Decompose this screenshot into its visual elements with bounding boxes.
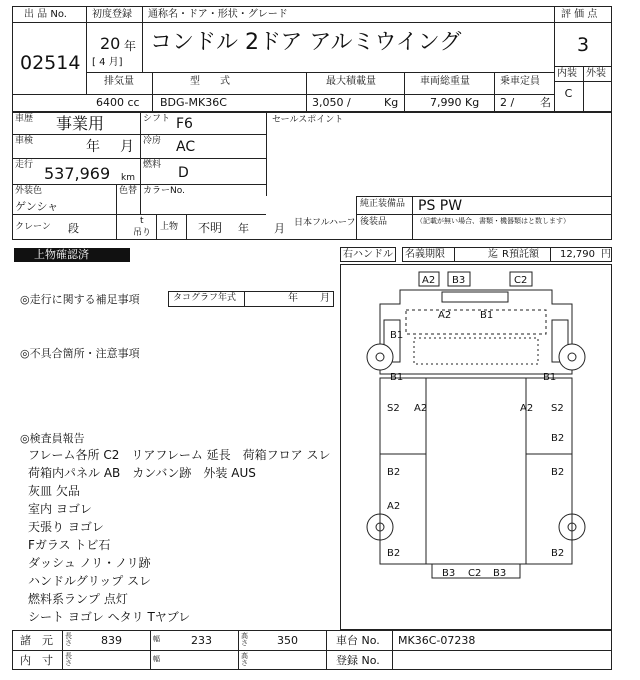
inspection-month: 月: [120, 139, 134, 155]
displacement-value: 6400 cc: [96, 96, 140, 109]
interior-dims-label: 内 寸: [20, 654, 53, 667]
report-line: Fガラス トビ石: [28, 538, 111, 552]
width-label: 幅: [153, 655, 160, 663]
damage-mark: B1: [543, 372, 557, 383]
max-load-label: 最大積載量: [326, 76, 376, 87]
report-line: フレーム各所 C2 リアフレーム 延長 荷箱フロア スレ: [28, 448, 331, 462]
exterior-score-label: 外装: [586, 68, 606, 79]
displacement-label: 排気量: [104, 76, 134, 87]
upper-month: 月: [274, 222, 285, 235]
crane-ton: t: [140, 216, 144, 226]
report-line: 室内 ヨゴレ: [28, 502, 92, 516]
aftermarket-note: （記載が無い場合、書類・機器類はと数します）: [416, 217, 570, 225]
grade-label: 評 価 点: [561, 9, 598, 20]
report-line: ハンドルグリップ スレ: [28, 574, 152, 588]
damage-mark: A2: [414, 403, 428, 414]
fuel-label: 燃料: [143, 160, 162, 170]
reg-no-label: 登録 No.: [336, 654, 380, 667]
equipment-value: PS PW: [418, 198, 463, 214]
damage-mark: A2: [438, 310, 452, 321]
chassis-label: 車台 No.: [336, 634, 380, 647]
reg-month: [ 4 月]: [92, 57, 123, 68]
length-label: 長さ: [65, 652, 72, 667]
report-title: ◎検査員報告: [20, 432, 85, 445]
capacity-label: 乗車定員: [500, 76, 540, 87]
truck-diagram: [340, 264, 612, 630]
sales-point-label: セールスポイント: [272, 115, 344, 125]
supp-title: ◎走行に関する補足事項: [20, 293, 140, 306]
ac-value: AC: [176, 139, 196, 155]
shift-value: F6: [176, 116, 193, 132]
r-label: R預託額: [502, 249, 539, 260]
damage-mark: B3: [493, 568, 507, 579]
report-line: 荷箱内パネル AB カンバン跡 外装 AUS: [28, 466, 256, 480]
length-label: 長さ: [65, 632, 72, 647]
history-value: 事業用: [56, 114, 105, 133]
gvw-label: 車両総重量: [420, 76, 470, 87]
report-line: 灰皿 欠品: [28, 484, 80, 498]
tacho-year: 年: [288, 293, 298, 304]
damage-mark: B2: [551, 433, 565, 444]
overall-score: 3: [576, 34, 590, 56]
inspection-label: 車検: [15, 136, 34, 146]
reg-year: 20: [100, 34, 121, 53]
damage-mark: B1: [390, 372, 404, 383]
damage-mark: B3: [452, 275, 466, 286]
crane-hang: 吊り: [133, 228, 152, 238]
damage-mark: B2: [387, 467, 401, 478]
dims-label: 諸 元: [20, 634, 53, 647]
damage-mark: C2: [468, 568, 482, 579]
max-load-unit: Kg: [384, 96, 399, 109]
width-label: 幅: [153, 635, 160, 643]
damage-mark: C2: [514, 275, 528, 286]
r-amount: 12,790: [560, 249, 595, 260]
damage-mark: B1: [390, 330, 404, 341]
damage-mark: B2: [551, 467, 565, 478]
nominal-label: 名義期限: [405, 249, 445, 260]
shift-label: シフト: [143, 114, 171, 124]
upper-maker: 日本フルハーフ: [294, 218, 356, 228]
lot-label: 出 品 No.: [24, 9, 67, 20]
ac-label: 冷房: [143, 136, 162, 146]
height-label: 高さ: [241, 632, 248, 647]
interior-score: C: [564, 87, 573, 100]
color-code-label: カラーNo.: [143, 186, 185, 196]
upper-value: 不明: [198, 221, 223, 235]
lot-number: 02514: [20, 52, 81, 74]
report-line: シート ヨゴレ ヘタリ Tヤブレ: [28, 610, 191, 624]
crane-stage: 段: [68, 222, 79, 235]
damage-mark: B2: [387, 548, 401, 559]
color-label: 外装色: [15, 186, 43, 196]
damage-mark: S2: [387, 403, 400, 414]
interior-score-label: 内装: [557, 68, 577, 79]
upper-year: 年: [238, 222, 249, 235]
model-code-label: 型 式: [190, 76, 230, 87]
mileage-label: 走行: [15, 160, 34, 170]
r-unit: 円: [601, 249, 611, 260]
gvw-value: 7,990 Kg: [430, 96, 480, 109]
damage-mark: B1: [480, 310, 494, 321]
model-code: BDG-MK36C: [160, 96, 227, 109]
confirm-header-text: 上物確認済: [34, 248, 89, 261]
mileage-value: 537,969: [44, 164, 111, 183]
deadline-unit: 迄: [488, 249, 498, 260]
report-line: 天張り ヨゴレ: [28, 520, 104, 534]
aftermarket-label: 後装品: [360, 217, 388, 227]
tacho-label: タコグラフ年式: [173, 293, 237, 303]
inspection-year: 年: [86, 139, 100, 155]
length-value: 839: [101, 634, 122, 647]
report-line: 燃料系ランプ 点灯: [28, 592, 128, 606]
equipment-label: 純正装備品: [360, 199, 406, 209]
chassis-number: MK36C-07238: [398, 634, 476, 647]
damage-mark: A2: [520, 403, 534, 414]
color-change-label: 色替: [119, 186, 138, 196]
reg-year-unit: 年: [124, 39, 137, 53]
model-name: コンドル 2ドア アルミウイング: [150, 30, 462, 55]
capacity-unit: 名: [540, 96, 551, 109]
height-label: 高さ: [241, 652, 248, 667]
height-value: 350: [277, 634, 298, 647]
right-handle: 右ハンドル: [343, 249, 393, 260]
upper-label: 上物: [160, 222, 179, 232]
first-reg-label: 初度登録: [92, 9, 132, 20]
damage-mark: S2: [551, 403, 564, 414]
damage-mark: B2: [551, 548, 565, 559]
tacho-month: 月: [320, 293, 330, 304]
damage-mark: B3: [442, 568, 456, 579]
damage-mark: A2: [422, 275, 436, 286]
history-label: 車歴: [15, 114, 34, 124]
mileage-unit: km: [121, 173, 135, 183]
crane-label: クレーン: [15, 222, 51, 232]
width-value: 233: [191, 634, 212, 647]
capacity-value: 2 /: [500, 96, 515, 109]
fuel-value: D: [178, 165, 189, 181]
defect-title: ◎不具合箇所・注意事項: [20, 347, 140, 360]
report-line: ダッシュ ノリ・ノリ跡: [28, 556, 151, 570]
max-load-value: 3,050 /: [312, 96, 351, 109]
damage-mark: A2: [387, 501, 401, 512]
name-label: 通称名・ドア・形状・グレード: [148, 9, 288, 20]
color-value: ゲンシャ: [15, 200, 59, 213]
